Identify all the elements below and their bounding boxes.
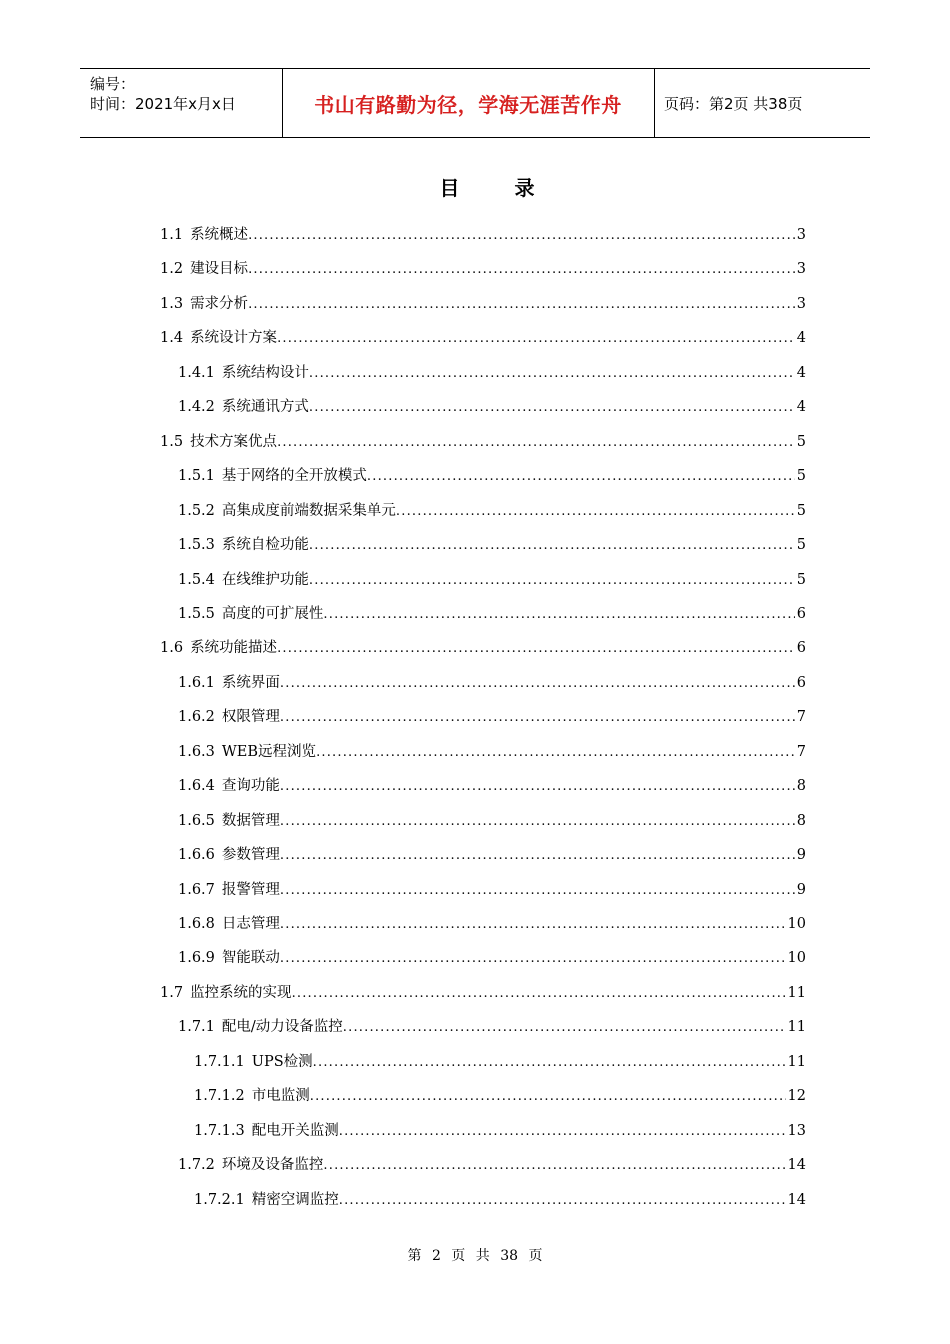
toc-entry-title: 参数管理 xyxy=(221,847,280,864)
toc-entry-title: 在线维护功能 xyxy=(221,571,309,588)
toc-entry[interactable] xyxy=(178,569,806,591)
toc-entry-page: 3 xyxy=(796,295,806,312)
toc-entry-page: 6 xyxy=(796,674,806,691)
toc-entry-title: 需求分析 xyxy=(190,295,249,312)
toc-entry-page: 13 xyxy=(787,1122,806,1139)
toc-entry-title: 高度的可扩展性 xyxy=(221,605,324,622)
toc-entry-page: 5 xyxy=(796,571,806,588)
toc-entry-leader xyxy=(339,1121,786,1142)
toc-entry[interactable] xyxy=(160,982,806,1004)
page-header xyxy=(80,68,870,138)
toc-entry-page: 5 xyxy=(796,537,806,554)
toc-entry[interactable] xyxy=(160,293,806,315)
toc-entry-leader xyxy=(280,845,795,866)
toc-entry-title: 权限管理 xyxy=(221,709,280,726)
toc-entry-number: 1.5 xyxy=(160,433,184,450)
toc-entry[interactable] xyxy=(178,603,806,625)
toc-entry-title: 系统通讯方式 xyxy=(221,399,309,416)
toc-entry[interactable] xyxy=(178,672,806,694)
toc-entry-number: 1.6.9 xyxy=(178,950,215,967)
toc-entry[interactable] xyxy=(178,362,806,384)
toc-entry-leader xyxy=(277,432,795,453)
toc-entry-title: 智能联动 xyxy=(221,950,280,967)
toc-entry-number: 1.1 xyxy=(160,227,184,243)
toc-entry[interactable] xyxy=(160,327,806,349)
toc-entry-title: 系统设计方案 xyxy=(190,330,278,347)
toc-entry[interactable] xyxy=(178,396,806,418)
toc-entry-title: 环境及设备监控 xyxy=(221,1157,324,1174)
toc-entry-title: UPS检测 xyxy=(251,1053,313,1070)
toc-entry-title: 系统界面 xyxy=(221,674,280,691)
toc-entry-leader xyxy=(280,880,795,901)
toc-entry-number: 1.7 xyxy=(160,984,184,1001)
toc-entry[interactable] xyxy=(178,879,806,901)
toc-entry-leader xyxy=(343,1017,786,1038)
toc-entry-page: 10 xyxy=(787,950,806,967)
header-page-cell xyxy=(654,69,870,137)
toc-entry-number: 1.7.2.1 xyxy=(194,1191,245,1208)
toc-entry[interactable] xyxy=(178,534,806,556)
toc-entry-number: 1.6.2 xyxy=(178,709,215,726)
toc-entry-page: 7 xyxy=(796,743,806,760)
toc-entry-number: 1.6.3 xyxy=(178,743,215,760)
toc-entry-number: 1.4 xyxy=(160,330,184,347)
toc-entry-title: 查询功能 xyxy=(221,778,280,795)
toc-entry[interactable] xyxy=(160,258,806,280)
toc-entry-leader xyxy=(280,811,795,832)
toc-entry-number: 1.5.5 xyxy=(178,605,215,622)
toc-entry-number: 1.6.7 xyxy=(178,881,215,898)
toc-entry-leader xyxy=(309,363,795,384)
toc-entry-number: 1.5.1 xyxy=(178,468,215,485)
toc-entry-title: 系统概述 xyxy=(190,227,249,243)
toc-entry[interactable] xyxy=(194,1051,806,1073)
toc-entry-page: 5 xyxy=(796,502,806,519)
toc-entry-title: 系统结构设计 xyxy=(221,364,309,381)
toc-entry-number: 1.2 xyxy=(160,261,184,278)
toc-entry-number: 1.6.6 xyxy=(178,847,215,864)
toc-entry-page: 9 xyxy=(796,847,806,864)
toc-entry-leader xyxy=(277,328,795,349)
toc-entry-page: 6 xyxy=(796,605,806,622)
toc-entry-number: 1.7.1.3 xyxy=(194,1122,245,1139)
toc-entry-number: 1.5.3 xyxy=(178,537,215,554)
toc-entry-leader xyxy=(248,225,795,246)
toc-entry-number: 1.4.2 xyxy=(178,399,215,416)
toc-entry[interactable] xyxy=(194,1085,806,1107)
toc-entry-leader xyxy=(339,1190,786,1211)
toc-title: 目 录 xyxy=(439,176,559,200)
toc-entry-page: 7 xyxy=(796,709,806,726)
toc-entry[interactable] xyxy=(178,465,806,487)
toc-entry-page: 10 xyxy=(787,916,806,932)
toc-entry-leader xyxy=(323,604,794,625)
toc-entry-title: 配电/动力设备监控 xyxy=(221,1019,343,1036)
toc-entry[interactable] xyxy=(178,913,806,935)
toc-entry[interactable] xyxy=(178,947,806,969)
toc-entry-number: 1.4.1 xyxy=(178,364,215,381)
toc-entry-title: WEB远程浏览 xyxy=(221,743,317,760)
toc-entry-title: 技术方案优点 xyxy=(190,433,278,450)
toc-entry[interactable] xyxy=(178,1154,806,1176)
toc-entry[interactable] xyxy=(160,224,806,246)
toc-entry[interactable] xyxy=(178,500,806,522)
toc-entry-leader xyxy=(396,501,795,522)
toc-entry-page: 8 xyxy=(796,812,806,829)
document-code: 编号： xyxy=(90,75,136,93)
toc-entry-number: 1.6.5 xyxy=(178,812,215,829)
toc-entry-page: 12 xyxy=(787,1088,806,1105)
toc-entry-title: 监控系统的实现 xyxy=(190,984,292,1001)
toc-entry-number: 1.7.1.1 xyxy=(194,1053,245,1070)
toc-entry-title: 高集成度前端数据采集单元 xyxy=(221,502,396,519)
toc-entry[interactable] xyxy=(178,775,806,797)
toc-entry-page: 3 xyxy=(796,261,806,278)
header-meta xyxy=(80,69,283,137)
toc-entry-title: 系统功能描述 xyxy=(190,640,278,657)
toc-entry-leader xyxy=(309,570,795,591)
page-info: 页码：第2页 共38页 xyxy=(664,94,803,113)
toc-entry-page: 11 xyxy=(787,1019,806,1036)
toc-entry-number: 1.3 xyxy=(160,295,184,312)
toc-entry-title: 精密空调监控 xyxy=(251,1191,339,1208)
toc-entry-page: 11 xyxy=(787,1053,806,1070)
toc-entry[interactable] xyxy=(194,1189,806,1211)
toc-entry-number: 1.6.8 xyxy=(178,916,215,932)
toc-entry-leader xyxy=(309,397,795,418)
header-motto-cell xyxy=(282,69,655,137)
toc-entry-page: 4 xyxy=(796,364,806,381)
toc-entry-page: 4 xyxy=(796,399,806,416)
toc-entry[interactable] xyxy=(178,844,806,866)
toc-entry-number: 1.7.1 xyxy=(178,1019,215,1036)
toc-entry-number: 1.6 xyxy=(160,640,184,657)
toc-entry-leader xyxy=(248,294,795,315)
toc-entry-title: 基于网络的全开放模式 xyxy=(221,468,367,485)
toc-entry-title: 报警管理 xyxy=(221,881,280,898)
toc-entry-leader xyxy=(310,1086,786,1107)
toc-entry-number: 1.5.4 xyxy=(178,571,215,588)
toc-entry-page: 4 xyxy=(796,330,806,347)
toc-entry-number: 1.6.1 xyxy=(178,674,215,691)
toc-entry-leader xyxy=(280,776,795,797)
toc-entry-leader xyxy=(280,673,795,694)
toc-entry-page: 8 xyxy=(796,778,806,795)
toc-entry[interactable] xyxy=(194,1120,806,1142)
toc-entry[interactable] xyxy=(160,431,806,453)
motto-text: 书山有路勤为径，学海无涯苦作舟 xyxy=(314,92,622,117)
toc-entry[interactable] xyxy=(178,741,806,763)
toc-entry-page: 11 xyxy=(787,984,806,1001)
toc-entry-title: 市电监测 xyxy=(251,1088,310,1105)
toc-entry-leader xyxy=(323,1155,785,1176)
toc-entry-leader xyxy=(277,638,795,659)
toc-entry-title: 系统自检功能 xyxy=(221,537,309,554)
toc-entry-page: 6 xyxy=(796,640,806,657)
toc-entry-number: 1.6.4 xyxy=(178,778,215,795)
toc-entry[interactable] xyxy=(178,810,806,832)
toc-entry-title: 日志管理 xyxy=(221,916,280,932)
toc-entry-leader xyxy=(316,742,795,763)
toc-entry[interactable] xyxy=(178,706,806,728)
toc-entry-number: 1.7.2 xyxy=(178,1157,215,1174)
toc-entry-title: 配电开关监测 xyxy=(251,1122,339,1139)
toc-entry-leader xyxy=(280,914,786,935)
toc-entry-page: 9 xyxy=(796,881,806,898)
toc-entry-page: 3 xyxy=(796,227,806,243)
toc-entry-leader xyxy=(248,259,795,280)
toc-entry-page: 14 xyxy=(787,1191,806,1208)
toc-entry-leader xyxy=(280,707,795,728)
document-date: 时间：2021年x月x日 xyxy=(90,95,236,113)
toc-entry-leader xyxy=(313,1052,786,1073)
toc-entry-leader xyxy=(367,466,795,487)
toc-entry-number: 1.7.1.2 xyxy=(194,1088,245,1105)
toc-entry[interactable] xyxy=(160,637,806,659)
toc-entry-page: 5 xyxy=(796,468,806,485)
toc-entry-leader xyxy=(309,535,795,556)
toc-entry-page: 14 xyxy=(787,1157,806,1174)
toc-entry-title: 建设目标 xyxy=(190,261,249,278)
toc-entry-number: 1.5.2 xyxy=(178,502,215,519)
page-footer: 第 2 页 共 38 页 xyxy=(407,1248,543,1264)
toc-entry-leader xyxy=(292,983,786,1004)
toc-entry-leader xyxy=(280,948,786,969)
toc-entry-title: 数据管理 xyxy=(221,812,280,829)
toc-entry[interactable] xyxy=(178,1016,806,1038)
toc-entry-page: 5 xyxy=(796,433,806,450)
